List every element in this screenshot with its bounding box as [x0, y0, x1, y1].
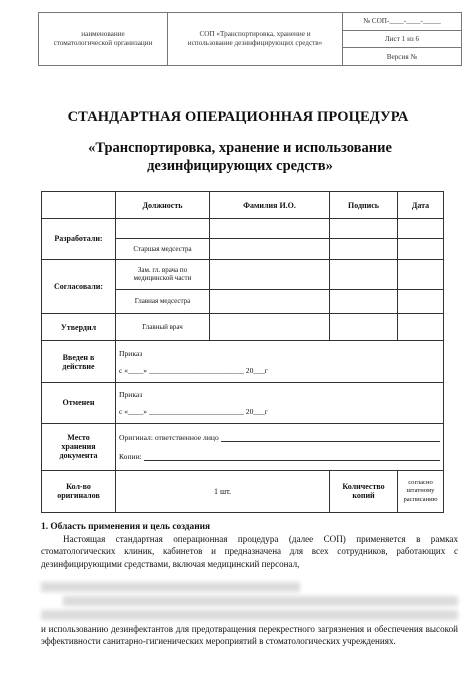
document-subtitle — [60, 139, 420, 175]
deputy-line2: медицинской части — [133, 274, 192, 283]
cancelled-details — [116, 382, 444, 423]
cancelled-date-line: с «____» _________________________ 20___г — [119, 406, 268, 416]
document-header — [38, 12, 462, 66]
enacted-order-label: Приказ — [119, 348, 143, 358]
copies-count-label — [330, 470, 398, 512]
section-title: 1. Область применения и цель создания — [41, 522, 211, 532]
approval-table — [41, 191, 444, 513]
date-cell — [398, 219, 444, 239]
corner-cell — [42, 192, 116, 219]
cancelled-order-label: Приказ — [119, 389, 143, 399]
sop-name-line2: использование дезинфицирующих средств» — [187, 39, 323, 47]
name-cell — [210, 289, 330, 313]
enacted-date-line: с «____» _________________________ 20___г — [119, 365, 268, 375]
document-title: СТАНДАРТНАЯ ОПЕРАЦИОННАЯ ПРОЦЕДУРА — [67, 109, 409, 125]
section-paragraph-2: и использованию дезинфектантов для предотвращения перекрестного загрязнения и обеспечения высокой эффективности санитарно-гигиенических мероприятий в стоматологических учреждениях. — [41, 624, 458, 647]
position-deputy-chief — [116, 259, 210, 289]
copies-line — [119, 452, 440, 461]
storage-details — [116, 424, 444, 470]
sheet-number: Лист 1 из 6 — [343, 31, 461, 49]
schedule-line1: согласно штатному — [406, 478, 435, 495]
col-position-header: Должность — [116, 192, 210, 219]
storage-line1: Место — [67, 433, 90, 443]
deputy-line1: Зам. гл. врача по — [137, 265, 188, 274]
original-line — [119, 433, 440, 442]
sign-cell — [330, 314, 398, 341]
storage-label — [42, 424, 116, 470]
position-chief-doctor: Главный врач — [116, 314, 210, 341]
col-date-header: Дата — [398, 192, 444, 219]
sop-number: № СОП-____-____-_____ — [343, 13, 461, 31]
sop-name-line1: СОП «Транспортировка, хранение и — [199, 30, 311, 38]
col-sign-header: Подпись — [330, 192, 398, 219]
subtitle-line1: «Транспортировка, хранение и использование — [88, 140, 392, 156]
name-cell — [210, 219, 330, 239]
copies-label: Копии: — [119, 451, 142, 461]
sop-meta-cell — [343, 13, 461, 65]
blurred-text-region — [41, 580, 458, 624]
position-chief-nurse: Главная медсестра — [116, 289, 210, 313]
table-row — [42, 382, 444, 423]
org-name-line2: стоматологической организации — [53, 39, 153, 47]
version-number: Версия № — [386, 52, 418, 61]
sign-cell — [330, 239, 398, 259]
position-senior-nurse: Старшая медсестра — [116, 239, 210, 259]
name-cell — [210, 314, 330, 341]
date-cell — [398, 239, 444, 259]
sign-cell — [330, 219, 398, 239]
sop-name-cell — [168, 13, 343, 65]
sign-cell — [330, 259, 398, 289]
table-row — [42, 424, 444, 470]
name-cell — [210, 239, 330, 259]
originals-count-label — [42, 470, 116, 512]
developed-label: Разработали: — [42, 219, 116, 259]
count-line2: оригиналов — [57, 491, 100, 501]
subtitle-line2: дезинфицирующих средств» — [147, 158, 333, 174]
enacted-line2: действие — [62, 361, 95, 371]
table-row — [42, 219, 444, 239]
enacted-details — [116, 341, 444, 382]
storage-line2: хранения — [61, 442, 96, 452]
cancelled-label: Отменен — [42, 382, 116, 423]
schedule-line2: расписанию — [403, 495, 438, 503]
section-paragraph-1 — [41, 533, 458, 570]
agreed-label: Согласовали: — [42, 259, 116, 314]
name-cell — [210, 259, 330, 289]
table-header-row — [42, 192, 444, 219]
original-label: Оригинал: ответственное лицо — [119, 432, 219, 442]
copies-count-line1: Количество — [342, 482, 385, 492]
date-cell — [398, 314, 444, 341]
count-line1: Кол-во — [66, 482, 91, 492]
org-name-line1: наименование — [81, 30, 125, 38]
table-row — [42, 341, 444, 382]
table-row — [42, 470, 444, 512]
date-cell — [398, 259, 444, 289]
approved-label: Утвердил — [42, 314, 116, 341]
copies-count-line2: копий — [352, 491, 375, 501]
table-row — [42, 259, 444, 289]
storage-line3: документа — [59, 451, 98, 461]
enacted-line1: Введен в — [62, 352, 95, 362]
copies-count-value — [398, 470, 444, 512]
position-cell — [116, 219, 210, 239]
sign-cell — [330, 289, 398, 313]
date-cell — [398, 289, 444, 313]
table-row — [42, 314, 444, 341]
enacted-label — [42, 341, 116, 382]
org-name-cell — [39, 13, 168, 65]
paragraph-1-text: Настоящая стандартная операционная процедура (далее СОП) применяется в рамках стоматологических клиник, кабинетов и предназначена для всех сотрудников, работающих с дезинфицирующими средствами, включая медицинский персонал, — [41, 534, 458, 569]
col-name-header: Фамилия И.О. — [210, 192, 330, 219]
originals-count-value: 1 шт. — [116, 470, 330, 512]
